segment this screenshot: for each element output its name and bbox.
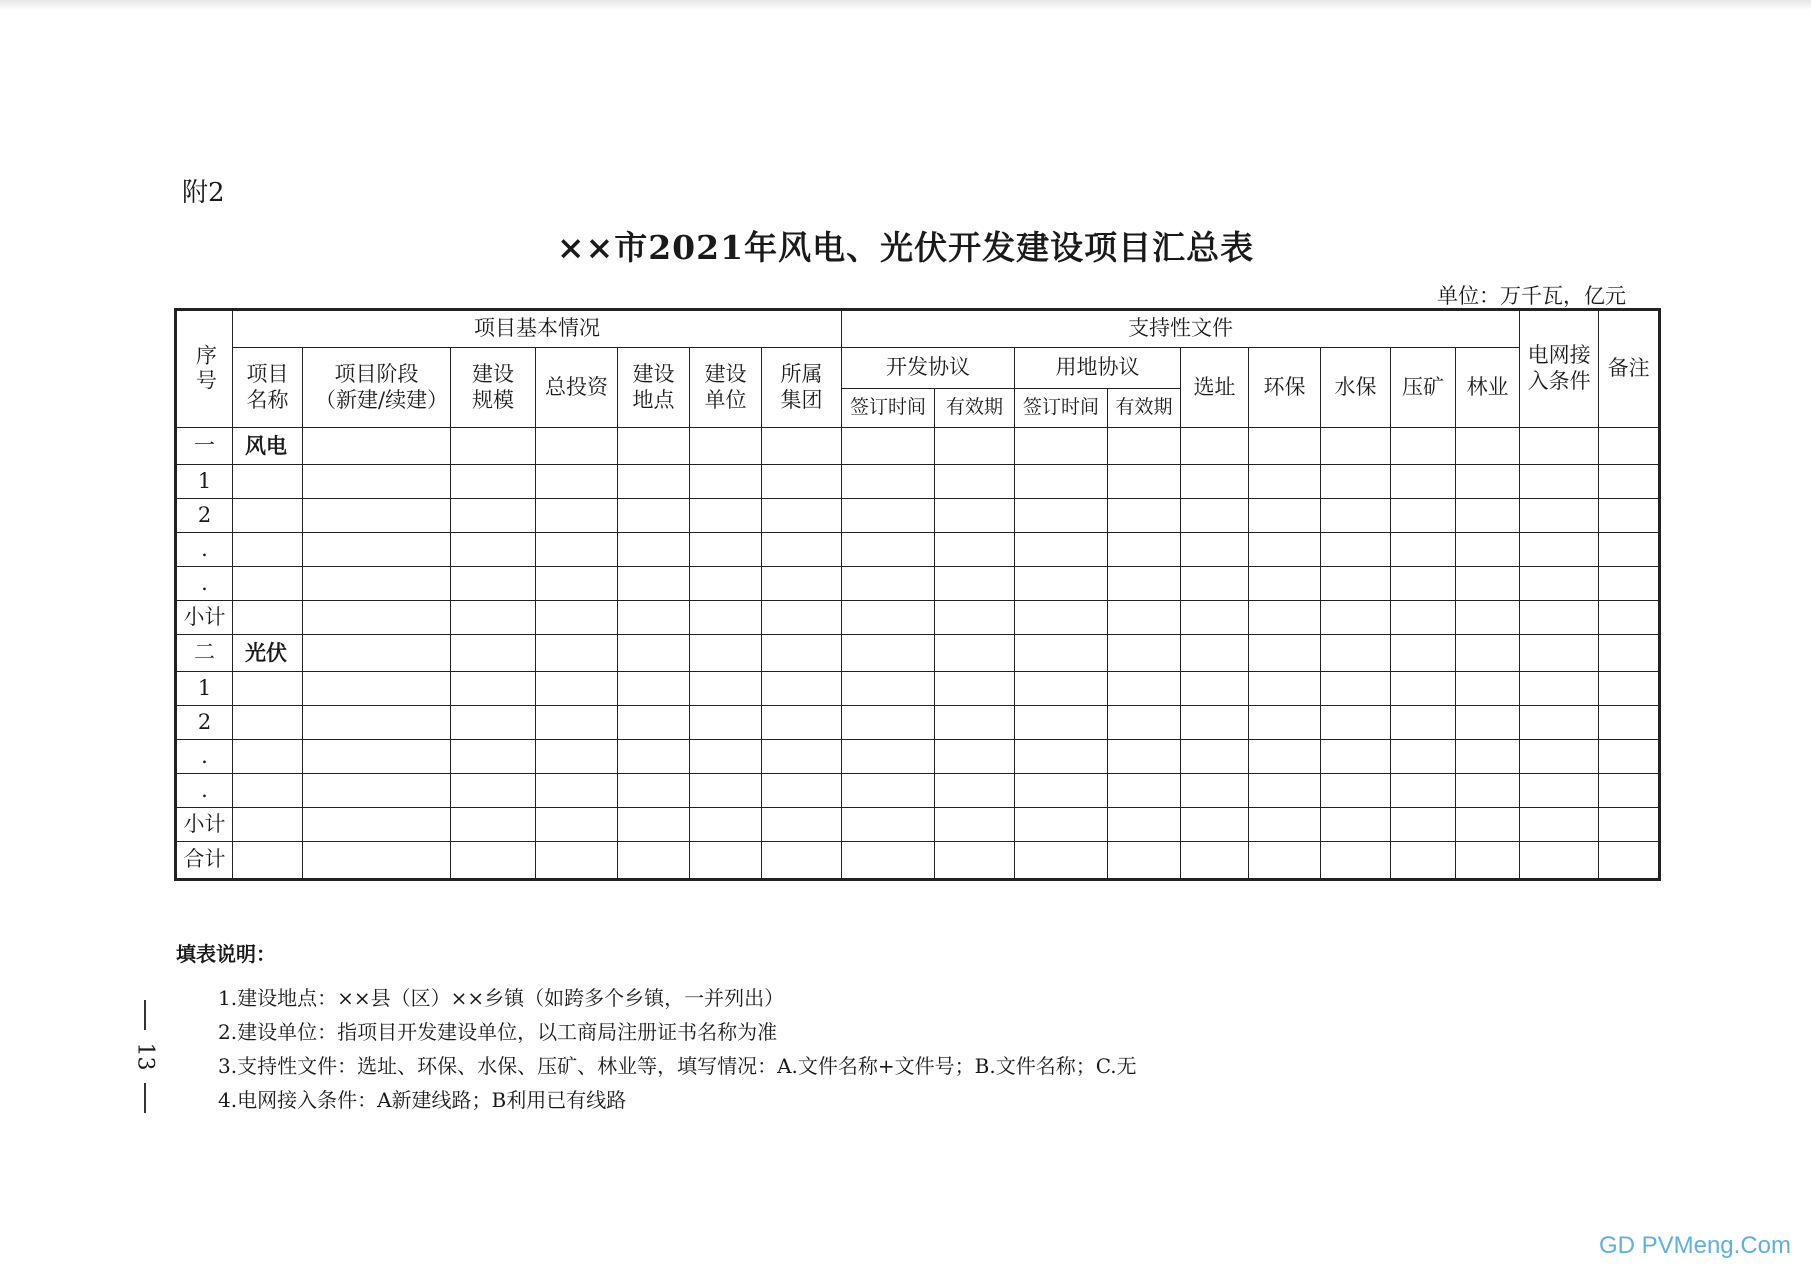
table-cell (1181, 740, 1249, 774)
table-cell (1321, 672, 1391, 706)
table-cell (1249, 567, 1321, 601)
table-cell (303, 428, 451, 465)
unit-note: 单位：万千瓦，亿元 (1437, 284, 1626, 308)
table-cell (842, 567, 935, 601)
table-cell (1108, 635, 1181, 672)
table-cell (935, 428, 1015, 465)
table-cell (1015, 465, 1108, 499)
table-cell (842, 601, 935, 635)
row-seq: . (176, 740, 233, 774)
header-land-sign-time: 签订时间 (1015, 389, 1108, 428)
table-cell (690, 635, 762, 672)
table-cell (1391, 635, 1456, 672)
header-dev-agreement: 开发协议 (842, 348, 1015, 389)
table-cell (1599, 533, 1660, 567)
table-cell (1456, 774, 1520, 808)
table-cell (1321, 601, 1391, 635)
table-cell (1520, 740, 1599, 774)
table-cell (1015, 499, 1108, 533)
table-cell (618, 672, 690, 706)
table-cell (1391, 842, 1456, 880)
header-forestry: 林业 (1456, 348, 1520, 428)
table-cell (303, 706, 451, 740)
annex-label: 附2 (182, 178, 225, 208)
table-cell (1456, 842, 1520, 880)
table-cell (1391, 808, 1456, 842)
table-cell (1321, 635, 1391, 672)
table-cell (1015, 635, 1108, 672)
table-cell (1015, 672, 1108, 706)
table-cell (1391, 428, 1456, 465)
table-cell (1520, 808, 1599, 842)
table-cell (618, 842, 690, 880)
table-cell (762, 808, 842, 842)
table-cell (690, 706, 762, 740)
table-cell (1108, 499, 1181, 533)
table-cell (935, 499, 1015, 533)
table-cell (762, 601, 842, 635)
header-builder: 建设单位 (690, 348, 762, 428)
table-cell (1456, 740, 1520, 774)
table-cell (1599, 567, 1660, 601)
header-project-stage: 项目阶段（新建/续建） (303, 348, 451, 428)
table-cell (303, 808, 451, 842)
table-cell (303, 740, 451, 774)
table-cell (1181, 533, 1249, 567)
table-cell (618, 601, 690, 635)
table-cell (233, 672, 303, 706)
table-cell (1391, 601, 1456, 635)
table-cell (1249, 808, 1321, 842)
table-cell (536, 428, 618, 465)
table-cell (935, 706, 1015, 740)
note-item: 3.支持性文件：选址、环保、水保、压矿、林业等，填写情况：A.文件名称+文件号；B.文件名称；C.无 (218, 1054, 1137, 1078)
table-cell (303, 842, 451, 880)
table-cell (935, 774, 1015, 808)
table-cell (536, 740, 618, 774)
table-cell (1181, 567, 1249, 601)
table-cell (451, 499, 536, 533)
header-scale: 建设规模 (451, 348, 536, 428)
table-cell (1456, 635, 1520, 672)
table-cell (1249, 842, 1321, 880)
note-item: 4.电网接入条件：A新建线路；B利用已有线路 (218, 1088, 627, 1112)
table-cell (1108, 706, 1181, 740)
page-title: ××市2021年风电、光伏开发建设项目汇总表 (556, 228, 1255, 267)
table-cell (1181, 774, 1249, 808)
table-row-category (176, 635, 1660, 672)
table-cell (1321, 808, 1391, 842)
page-number-dash (144, 1083, 146, 1113)
table-cell (762, 740, 842, 774)
table-cell (536, 499, 618, 533)
table-cell (451, 808, 536, 842)
table-cell (536, 635, 618, 672)
table-cell (451, 774, 536, 808)
table-cell (842, 740, 935, 774)
table-cell (842, 842, 935, 880)
header-group-company: 所属集团 (762, 348, 842, 428)
table-cell (1321, 774, 1391, 808)
table-cell (1520, 672, 1599, 706)
header-dev-validity: 有效期 (935, 389, 1015, 428)
table-cell (1108, 672, 1181, 706)
table-cell (1108, 808, 1181, 842)
table-cell (451, 706, 536, 740)
header-water: 水保 (1321, 348, 1391, 428)
table-cell (233, 842, 303, 880)
table-cell (1108, 567, 1181, 601)
table-row (176, 706, 1660, 740)
table-cell (233, 499, 303, 533)
table-cell (1456, 533, 1520, 567)
table-row (176, 567, 1660, 601)
table-cell (1321, 567, 1391, 601)
table-row (176, 774, 1660, 808)
header-site: 选址 (1181, 348, 1249, 428)
table-cell (1599, 499, 1660, 533)
table-cell (1108, 465, 1181, 499)
table-cell (1599, 774, 1660, 808)
table-cell (536, 706, 618, 740)
table-cell (1321, 842, 1391, 880)
table-cell (1249, 672, 1321, 706)
table-cell (1321, 706, 1391, 740)
table-cell (762, 567, 842, 601)
page-number (130, 1000, 160, 1120)
table-cell (233, 706, 303, 740)
header-env: 环保 (1249, 348, 1321, 428)
category-name: 风电 (233, 428, 303, 465)
table-cell (842, 808, 935, 842)
table-cell (935, 465, 1015, 499)
table-cell (1108, 774, 1181, 808)
table-cell (690, 774, 762, 808)
header-dev-sign-time: 签订时间 (842, 389, 935, 428)
table-cell (1321, 740, 1391, 774)
table-cell (1456, 808, 1520, 842)
table-cell (935, 567, 1015, 601)
table-cell (1599, 465, 1660, 499)
table-cell (451, 428, 536, 465)
table-cell (1015, 601, 1108, 635)
table-cell (1391, 499, 1456, 533)
table-cell (690, 672, 762, 706)
table-cell (233, 740, 303, 774)
table-cell (762, 533, 842, 567)
table-cell (1599, 706, 1660, 740)
table-cell (1181, 428, 1249, 465)
table-cell (1249, 428, 1321, 465)
table-cell (935, 533, 1015, 567)
table-cell (1249, 601, 1321, 635)
table-cell (451, 601, 536, 635)
table-cell (303, 465, 451, 499)
table-cell (1249, 533, 1321, 567)
table-cell (1108, 740, 1181, 774)
table-cell (1181, 465, 1249, 499)
table-cell (935, 808, 1015, 842)
subtotal-label: 小计 (176, 601, 233, 635)
table-cell (1249, 465, 1321, 499)
table-cell (451, 567, 536, 601)
header-grid-access: 电网接入条件 (1520, 310, 1599, 428)
header-land-validity: 有效期 (1108, 389, 1181, 428)
page-number-value: 13 (132, 1042, 158, 1071)
category-seq: 一 (176, 428, 233, 465)
table-cell (690, 533, 762, 567)
page-number-dash (144, 1000, 146, 1030)
row-seq: 2 (176, 499, 233, 533)
table-cell (1520, 842, 1599, 880)
table-cell (1599, 808, 1660, 842)
table-cell (762, 499, 842, 533)
table-row-subtotal (176, 808, 1660, 842)
table-cell (1015, 567, 1108, 601)
table-cell (618, 533, 690, 567)
category-name: 光伏 (233, 635, 303, 672)
table-cell (451, 635, 536, 672)
table-cell (1108, 601, 1181, 635)
table-cell (303, 601, 451, 635)
table-cell (1181, 842, 1249, 880)
table-cell (762, 842, 842, 880)
table-cell (842, 499, 935, 533)
table-row-category (176, 428, 1660, 465)
table-cell (303, 499, 451, 533)
table-cell (1520, 533, 1599, 567)
table-cell (690, 499, 762, 533)
row-seq: . (176, 567, 233, 601)
table-cell (1321, 499, 1391, 533)
table-cell (935, 601, 1015, 635)
table-cell (842, 428, 935, 465)
table-cell (618, 808, 690, 842)
table-cell (1249, 635, 1321, 672)
table-cell (536, 672, 618, 706)
table-cell (935, 842, 1015, 880)
table-row (176, 740, 1660, 774)
header-land-agreement: 用地协议 (1015, 348, 1181, 389)
watermark: GD PVMeng.Com (1598, 1232, 1791, 1259)
table-cell (1321, 533, 1391, 567)
table-cell (536, 465, 618, 499)
table-cell (842, 465, 935, 499)
note-item: 1.建设地点：××县（区）××乡镇（如跨多个乡镇，一并列出） (218, 986, 785, 1010)
table-cell (690, 808, 762, 842)
table-cell (1391, 706, 1456, 740)
table-cell (1108, 842, 1181, 880)
table-cell (1321, 465, 1391, 499)
header-investment: 总投资 (536, 348, 618, 428)
table-cell (1520, 706, 1599, 740)
table-cell (1456, 465, 1520, 499)
table-cell (1520, 465, 1599, 499)
table-cell (1520, 774, 1599, 808)
table-cell (1391, 774, 1456, 808)
table-cell (618, 635, 690, 672)
table-cell (1015, 808, 1108, 842)
table-cell (762, 672, 842, 706)
table-cell (1181, 499, 1249, 533)
table-cell (762, 465, 842, 499)
table-cell (842, 774, 935, 808)
table-cell (842, 635, 935, 672)
table-cell (1181, 672, 1249, 706)
table-cell (1456, 499, 1520, 533)
table-cell (536, 774, 618, 808)
table-cell (536, 601, 618, 635)
row-seq: 2 (176, 706, 233, 740)
table-cell (1249, 499, 1321, 533)
table-cell (1391, 672, 1456, 706)
table-cell (1520, 428, 1599, 465)
table-cell (1599, 672, 1660, 706)
table-row (176, 465, 1660, 499)
table-cell (762, 706, 842, 740)
table-cell (842, 533, 935, 567)
summary-table (174, 308, 1661, 881)
table-cell (303, 672, 451, 706)
table-cell (536, 808, 618, 842)
table-cell (536, 842, 618, 880)
table-row (176, 499, 1660, 533)
table-cell (618, 774, 690, 808)
notes-title: 填表说明： (176, 942, 276, 966)
table-cell (690, 465, 762, 499)
table-cell (1015, 428, 1108, 465)
table-row-subtotal (176, 601, 1660, 635)
table-cell (690, 567, 762, 601)
table-cell (233, 567, 303, 601)
table-cell (762, 635, 842, 672)
table-cell (1391, 567, 1456, 601)
table-cell (690, 740, 762, 774)
table-cell (233, 465, 303, 499)
table-cell (1456, 672, 1520, 706)
table-cell (536, 567, 618, 601)
row-seq: 1 (176, 465, 233, 499)
table-cell (233, 601, 303, 635)
subtotal-label: 小计 (176, 808, 233, 842)
table-cell (1321, 428, 1391, 465)
table-cell (233, 808, 303, 842)
table-cell (1599, 635, 1660, 672)
header-seq: 序号 (176, 310, 233, 428)
table-cell (1520, 567, 1599, 601)
header-location: 建设地点 (618, 348, 690, 428)
table-cell (1391, 533, 1456, 567)
table-cell (233, 533, 303, 567)
header-project-name: 项目名称 (233, 348, 303, 428)
table-cell (451, 740, 536, 774)
table-cell (1456, 567, 1520, 601)
table-cell (1249, 740, 1321, 774)
table-cell (1599, 601, 1660, 635)
table-cell (1599, 428, 1660, 465)
table-row-total (176, 842, 1660, 880)
table-cell (451, 842, 536, 880)
table-cell (1391, 740, 1456, 774)
table-cell (451, 465, 536, 499)
table-cell (1015, 842, 1108, 880)
table-cell (690, 428, 762, 465)
table-cell (1520, 635, 1599, 672)
table-cell (842, 672, 935, 706)
table-cell (1391, 465, 1456, 499)
total-label: 合计 (176, 842, 233, 880)
scan-edge (0, 0, 1811, 10)
table-cell (1181, 601, 1249, 635)
table-cell (618, 706, 690, 740)
fill-instructions (176, 938, 1137, 1117)
table-cell (536, 533, 618, 567)
table-cell (1181, 635, 1249, 672)
category-seq: 二 (176, 635, 233, 672)
table-cell (1015, 774, 1108, 808)
table-cell (1108, 533, 1181, 567)
table-cell (1181, 706, 1249, 740)
table-cell (1108, 428, 1181, 465)
table-cell (935, 740, 1015, 774)
table-cell (935, 672, 1015, 706)
header-remark: 备注 (1599, 310, 1660, 428)
table-cell (303, 774, 451, 808)
table-cell (935, 635, 1015, 672)
header-group-support: 支持性文件 (842, 310, 1520, 348)
table-cell (1015, 740, 1108, 774)
header-mineral: 压矿 (1391, 348, 1456, 428)
table-cell (1181, 808, 1249, 842)
table-cell (303, 567, 451, 601)
table-cell (690, 842, 762, 880)
header-group-basic: 项目基本情况 (233, 310, 842, 348)
table-cell (690, 601, 762, 635)
table-cell (1249, 706, 1321, 740)
table-cell (1599, 842, 1660, 880)
table-cell (618, 465, 690, 499)
table-row (176, 672, 1660, 706)
row-seq: . (176, 774, 233, 808)
table-row (176, 533, 1660, 567)
note-item: 2.建设单位：指项目开发建设单位，以工商局注册证书名称为准 (218, 1020, 778, 1044)
row-seq: 1 (176, 672, 233, 706)
table-cell (842, 706, 935, 740)
table-cell (618, 499, 690, 533)
table-cell (451, 672, 536, 706)
row-seq: . (176, 533, 233, 567)
table-cell (303, 533, 451, 567)
table-cell (618, 567, 690, 601)
table-cell (1520, 499, 1599, 533)
table-cell (233, 774, 303, 808)
table-cell (762, 428, 842, 465)
table-cell (303, 635, 451, 672)
table-cell (1015, 706, 1108, 740)
table-cell (451, 533, 536, 567)
table-cell (1520, 601, 1599, 635)
table-cell (618, 740, 690, 774)
table-cell (1456, 601, 1520, 635)
table-cell (762, 774, 842, 808)
table-cell (1015, 533, 1108, 567)
table-cell (1456, 706, 1520, 740)
table-cell (1456, 428, 1520, 465)
table-cell (618, 428, 690, 465)
table-cell (1249, 774, 1321, 808)
table-cell (1599, 740, 1660, 774)
